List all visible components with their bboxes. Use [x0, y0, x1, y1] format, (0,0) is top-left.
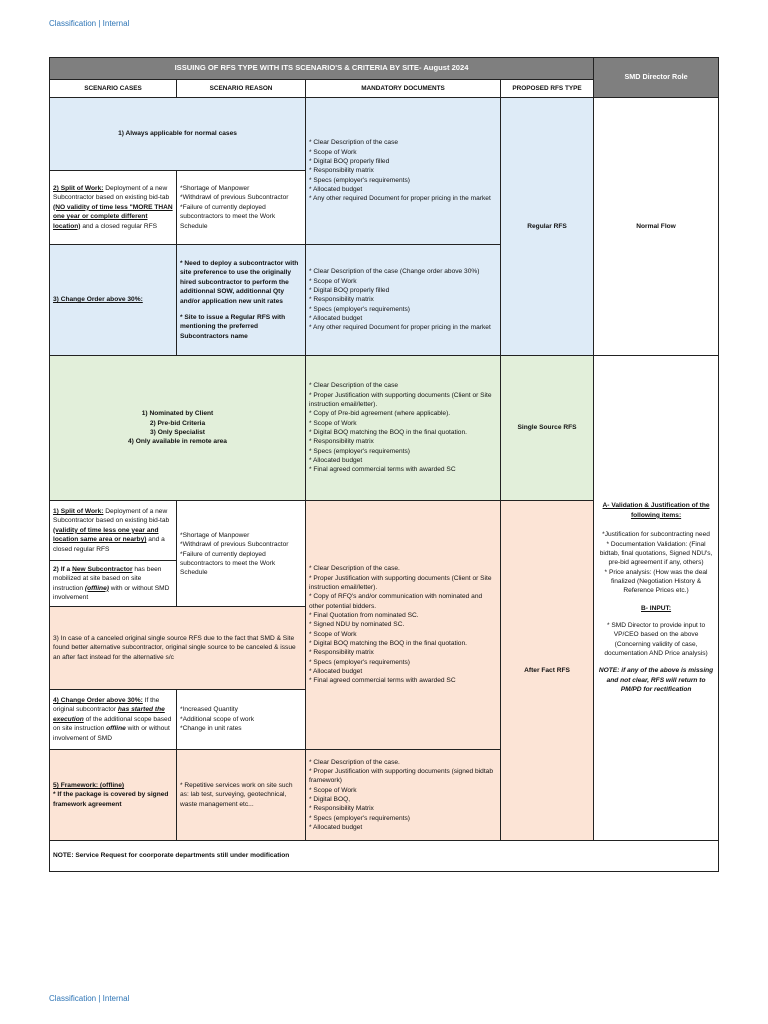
single-source-docs	[306, 356, 501, 501]
col-header-scenario-cases: SCENARIO CASES	[50, 80, 177, 98]
doc-line: * Responsibility matrix	[309, 167, 374, 175]
case-text: with or without involvement of SMD	[53, 725, 170, 742]
case-text: with or without SMD involvement	[53, 584, 170, 601]
doc-line: * Final agreed commercial terms with awarded SC	[309, 677, 456, 685]
reason-line: *Shortage of Manpower	[180, 185, 250, 193]
case-text: Deployment of a new Subcontractor based on existing bid-tab	[53, 185, 170, 202]
case-text: has been mobilized at site based on site instruction	[53, 565, 162, 592]
regular-docs-3	[306, 245, 501, 356]
doc-line: * Responsibility matrix	[309, 438, 374, 446]
role-a-item: *Justification for subcontracting need	[602, 531, 710, 539]
doc-line: * Clear Description of the case	[309, 382, 399, 390]
single-source-rfs-type: Single Source RFS	[501, 356, 594, 501]
role-b-title: B- INPUT:	[641, 604, 672, 612]
doc-line: * Digital BOQ matching the BOQ in the final quotation.	[309, 640, 467, 648]
smd-director-role-header: SMD Director Role	[594, 58, 719, 98]
case-lead: 1) Split of Work:	[53, 508, 104, 516]
reason-line: * Need to deploy a subcontractor with site preference to use the originally hired subcontractor to perform the additionnal SOW, additionnal Qty and/or application new unit rates	[180, 260, 299, 305]
after-fact-rfs-type: After Fact RFS	[501, 501, 594, 841]
doc-line: * Proper Justification with supporting documents (Client or Site instruction email/letter).	[309, 391, 492, 408]
col-header-proposed-rfs-type: PROPOSED RFS TYPE	[501, 80, 594, 98]
doc-line: * Specs (employer's requirements)	[309, 176, 410, 184]
case-text: and a closed regular RFS	[80, 222, 158, 230]
doc-line: * Allocated budget	[309, 668, 363, 676]
doc-line: * Responsibility matrix	[309, 296, 374, 304]
after-case-5	[50, 750, 177, 841]
doc-line: * Allocated budget	[309, 457, 363, 465]
case-line: 3) Only Specialist	[150, 429, 205, 436]
after-case-1-reasons	[177, 501, 306, 607]
regular-case-2	[50, 171, 177, 245]
case-line: 4) Only available in remote area	[128, 438, 227, 446]
reason-line: *Additional scope of work	[180, 715, 255, 723]
single-source-cases	[50, 356, 306, 501]
case-highlight: has started the execution	[53, 706, 165, 723]
doc-line: * Signed NDU by nominated SC.	[309, 621, 405, 629]
case-highlight: New Subcontractor	[72, 565, 133, 573]
doc-line: * Specs (employer's requirements)	[309, 658, 410, 666]
doc-line: * Clear Description of the case.	[309, 565, 400, 573]
doc-line: * Scope of Work	[309, 786, 357, 794]
regular-rfs-type: Regular RFS	[501, 98, 594, 356]
case-text: of the additional scope based on site instruction	[53, 715, 172, 733]
doc-line: * Clear Description of the case (Change order above 30%)	[309, 268, 480, 276]
doc-line: * Specs (employer's requirements)	[309, 305, 410, 313]
regular-case-1: 1) Always applicable for normal cases	[50, 98, 306, 171]
doc-line: * Proper Justification with supporting documents (Client or Site instruction email/letter).	[309, 574, 492, 591]
reason-line: *Change in unit rates	[180, 725, 242, 733]
case-line: 2) Pre-bid Criteria	[149, 419, 206, 427]
doc-line: * Final agreed commercial terms with awarded SC	[309, 466, 456, 474]
reason-line: *Withdrawl of previous Subcontractor	[180, 194, 289, 202]
case-lead: 2) Split of Work:	[53, 185, 104, 193]
case-text: 2) If a	[53, 565, 73, 573]
classification-label-bottom: Classification | Internal	[49, 994, 130, 1003]
rfs-criteria-table	[49, 57, 719, 872]
regular-docs-1	[306, 98, 501, 245]
reason-line: * Site to issue a Regular RFS with mentioning the preferred Subcontractors name	[180, 313, 286, 340]
regular-case-3-reasons	[177, 245, 306, 356]
doc-line: * Any other required Document for proper pricing in the market	[309, 324, 491, 332]
doc-line: * Digital BOQ properly filled	[309, 157, 390, 165]
doc-line: * Proper Justification with supporting documents (signed bidtab framework)	[309, 767, 493, 785]
role-b-text: * SMD Director to provide input to VP/CEO based on the above (Concerning validity of case, documentation AND Price analysis)	[604, 622, 708, 658]
doc-line: * Allocated budget	[309, 315, 363, 323]
doc-line: * Scope of Work	[309, 148, 357, 156]
regular-case-3: 3) Change Order above 30%:	[50, 245, 177, 356]
reason-line: *Failure of currently deployed subcontractors to meet the Work Schedule	[180, 550, 276, 577]
classification-label-top: Classification | Internal	[49, 19, 130, 28]
doc-line: * Scope of Work	[309, 277, 357, 285]
after-docs-1	[306, 501, 501, 750]
role-a-item: * Price analysis: (How was the deal finalized (Negotiation History & Reference Prices etc.)	[604, 568, 708, 595]
after-fact-smd-role	[594, 356, 719, 841]
doc-line: * Responsibility matrix	[309, 649, 374, 657]
doc-line: * Copy of Pre-bid agreement (where applicable).	[309, 410, 451, 418]
doc-line: * Digital BOQ matching the BOQ in the final quotation.	[309, 429, 467, 436]
after-docs-5	[306, 750, 501, 841]
col-header-mandatory-documents: MANDATORY DOCUMENTS	[306, 80, 501, 98]
doc-line: * Scope of Work	[309, 630, 357, 638]
reason-line: *Shortage of Manpower	[180, 532, 250, 539]
role-a-title: A- Validation & Justification of the following items:	[602, 502, 710, 519]
case-lead: 4) Change Order above 30%:	[53, 697, 143, 705]
case-text: * If the package is covered by signed framework agreement	[53, 791, 169, 808]
after-case-3: 3) In case of a canceled original single source RFS due to the fact that SMD & Site found better alternative subcontractor, original single source to be canceled & issue an after fact instead for the alternative s/c	[50, 607, 306, 690]
role-a-item: * Documentation Validation: (Final bidtab, final quotations, Signed NDU's, pre-bid agreement if any, others)	[599, 540, 713, 567]
footer-note: NOTE: Service Request for coorporate departments still under modification	[50, 841, 719, 872]
case-text: and a closed regular RFS	[53, 536, 165, 553]
after-case-5-reasons: * Repetitive services work on site such as: lab test, surveying, geotechnical, waste management etc...	[177, 750, 306, 841]
col-header-scenario-reason: SCENARIO REASON	[177, 80, 306, 98]
doc-line: * Specs (employer's requirements)	[309, 447, 410, 455]
case-text: If the original subcontractor	[53, 697, 160, 714]
after-case-4	[50, 690, 177, 750]
doc-line: * Specs (employer's requirements)	[309, 814, 410, 822]
after-case-1	[50, 501, 177, 561]
case-highlight: (validity of time less one year and location same area or nearby)	[53, 526, 159, 544]
doc-line: * Final Quotation from nominated SC.	[309, 611, 419, 619]
case-offline: offline	[106, 725, 126, 733]
case-lead: 5) Framework: (offline)	[53, 781, 125, 789]
role-note: NOTE: if any of the above is missing and not clear, RFS will return to PM/PD for rectification	[598, 667, 714, 694]
doc-line: * Allocated budget	[309, 186, 363, 194]
case-line: 1) Nominated by Client	[141, 410, 214, 418]
doc-line: * Digital BOQ properly filled	[309, 286, 390, 294]
reason-line: *Increased Quantity	[180, 706, 238, 714]
table-title: ISSUING OF RFS TYPE WITH ITS SCENARIO'S & CRITERIA BY SITE- August 2024	[50, 58, 594, 80]
regular-case-2-reasons	[177, 171, 306, 245]
doc-line: * Copy of RFQ's and/or communication with nominated and other potential bidders.	[309, 593, 483, 610]
reason-line: *Failure of currently deployed subcontractors to meet the Work Schedule	[180, 203, 276, 230]
regular-smd-role: Normal Flow	[594, 98, 719, 356]
after-case-2	[50, 561, 177, 607]
case-text: Deployment of a new Subcontractor based on existing bid-tab	[53, 508, 170, 525]
doc-line: * Any other required Document for proper pricing in the market	[309, 195, 491, 203]
doc-line: * Allocated budget	[309, 824, 363, 832]
doc-line: * Clear Description of the case.	[309, 758, 400, 766]
after-case-4-reasons	[177, 690, 306, 750]
doc-line: * Clear Description of the case	[309, 139, 399, 147]
doc-line: * Responsibility Matrix	[309, 805, 374, 813]
doc-line: * Digital BOQ,	[309, 796, 351, 803]
case-offline: (offline)	[84, 584, 109, 592]
doc-line: * Scope of Work	[309, 419, 357, 427]
case-highlight: (NO validity of time less "MORE THAN one year or complete different location)	[53, 203, 173, 230]
reason-line: *Withdrawl of previous Subcontractor	[180, 541, 289, 549]
